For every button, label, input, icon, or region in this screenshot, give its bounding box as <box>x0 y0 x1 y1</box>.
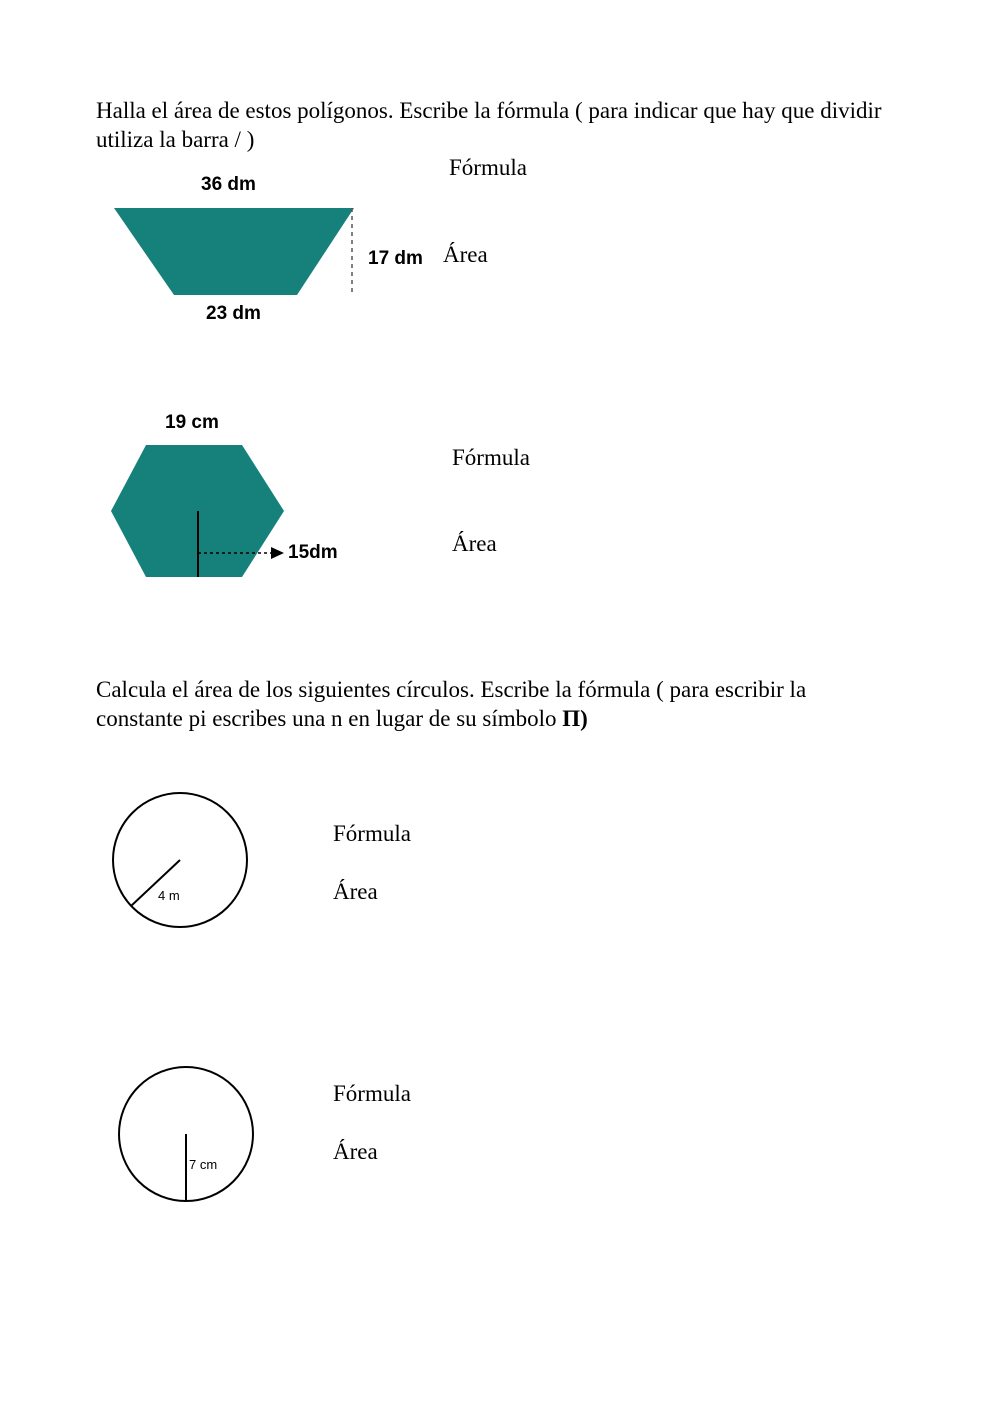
hexagon-figure <box>100 405 360 585</box>
circle1-area-label: Área <box>333 879 378 904</box>
hexagon-area-label: Área <box>452 531 497 556</box>
circle1-figure <box>100 780 260 940</box>
trapezoid-top-label: 36 dm <box>201 174 256 195</box>
circle1-formula-label: Fórmula <box>333 821 411 846</box>
hexagon-apothem-label: 15dm <box>288 542 338 563</box>
instruction-circles <box>96 675 896 733</box>
instruction-circles-text: Calcula el área de los siguientes círculos. Escribe la fórmula ( para escribir la constante pi escribes una n en lugar de su símbolo <box>96 677 807 731</box>
instruction-polygons-text: Halla el área de estos polígonos. Escribe la fórmula ( para indicar que hay que dividir utiliza la barra / ) <box>96 98 882 152</box>
instruction-polygons <box>96 96 896 154</box>
pi-symbol: Π) <box>562 706 588 731</box>
trapezoid-formula-label: Fórmula <box>449 155 527 180</box>
trapezoid-shape <box>114 208 354 295</box>
trapezoid-bottom-label: 23 dm <box>206 303 261 324</box>
hexagon-formula-label: Fórmula <box>452 445 530 470</box>
trapezoid-height-label: 17 dm <box>368 248 423 269</box>
trapezoid-figure <box>100 165 440 330</box>
trapezoid-area-label: Área <box>443 242 488 267</box>
circle2-figure <box>106 1054 266 1214</box>
circle2-radius-label: 7 cm <box>189 1157 218 1172</box>
arrow-right-icon <box>271 547 284 559</box>
circle1-radius-label: 4 m <box>158 888 180 903</box>
circle2-area-label: Área <box>333 1139 378 1164</box>
circle2-formula-label: Fórmula <box>333 1081 411 1106</box>
hexagon-side-label: 19 cm <box>165 412 219 433</box>
